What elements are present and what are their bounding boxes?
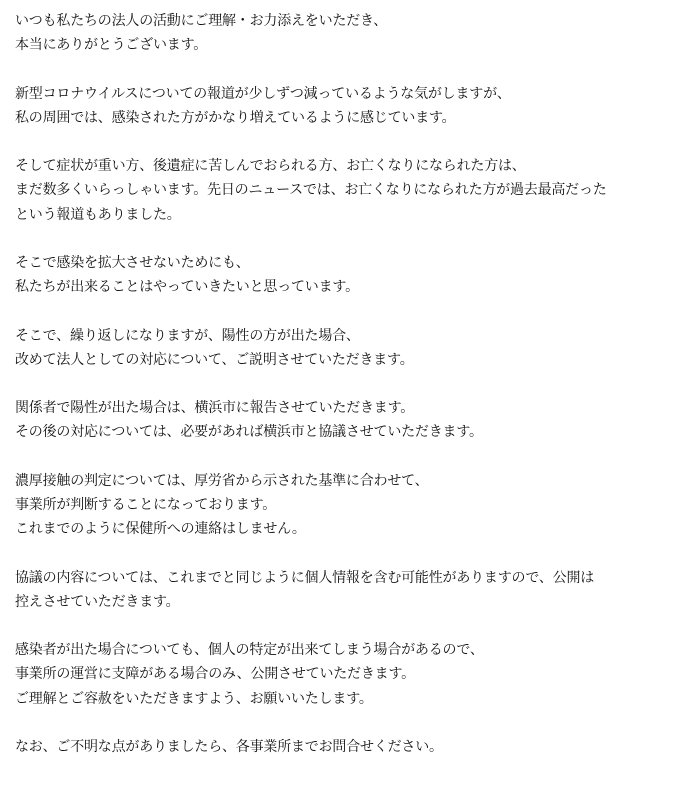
text-line: これまでのように保健所への連絡はしません。	[15, 521, 306, 538]
paragraph-reporting	[15, 396, 679, 444]
paragraph-close-contact	[15, 469, 679, 542]
text-line: 私たちが出来ることはやっていきたいと思っています。	[15, 279, 359, 296]
text-line: その後の対応については、必要があれば横浜市と協議させていただきます。	[15, 424, 483, 441]
paragraph-contact	[15, 735, 679, 759]
text-line: 感染者が出た場合についても、個人の特定が出来てしまう場合があるので、	[15, 642, 484, 659]
paragraph-prevention	[15, 251, 679, 299]
text-line: 濃厚接触の判定については、厚労省から示された基準に合わせて、	[15, 472, 429, 489]
text-line: 事業所が判断することになっております。	[15, 496, 277, 513]
paragraph-greeting	[15, 9, 679, 57]
notice-document	[15, 9, 679, 783]
paragraph-disclosure	[15, 638, 679, 711]
text-line: そして症状が重い方、後遺症に苦しんでおられる方、お亡くなりになられた方は、	[15, 158, 526, 175]
paragraph-explanation-intro	[15, 324, 679, 372]
text-line: 協議の内容については、これまでと同じように個人情報を含む可能性がありますので、公開は	[15, 569, 595, 586]
text-line: ご理解とご容赦をいただきますよう、お願いいたします。	[15, 690, 373, 707]
text-line: 本当にありがとうございます。	[15, 37, 208, 54]
paragraph-situation	[15, 82, 679, 130]
text-line: そこで、繰り返しになりますが、陽性の方が出た場合、	[15, 327, 360, 344]
paragraph-symptoms	[15, 154, 679, 227]
text-line: まだ数多くいらっしゃいます。先日のニュースでは、お亡くなりになられた方が過去最高だった	[15, 182, 607, 199]
text-line: いつも私たちの法人の活動にご理解・お力添えをいただき、	[15, 13, 388, 29]
text-line: そこで感染を拡大させないためにも、	[15, 254, 250, 271]
text-line: なお、ご不明な点がありましたら、各事業所までお問合せください。	[15, 738, 443, 755]
paragraph-privacy	[15, 566, 679, 614]
text-line: 改めて法人としての対応について、ご説明させていただきます。	[15, 351, 414, 368]
text-line: 事業所の運営に支障がある場合のみ、公開させていただきます。	[15, 666, 415, 683]
text-line: という報道もありました。	[15, 206, 181, 223]
text-line: 私の周囲では、感染された方がかなり増えているように感じています。	[15, 109, 456, 126]
text-line: 控えさせていただきます。	[15, 593, 180, 610]
text-line: 関係者で陽性が出た場合は、横浜市に報告させていただきます。	[15, 400, 415, 417]
text-line: 新型コロナウイルスについての報道が少しずつ減っているような気がしますが、	[15, 85, 511, 102]
